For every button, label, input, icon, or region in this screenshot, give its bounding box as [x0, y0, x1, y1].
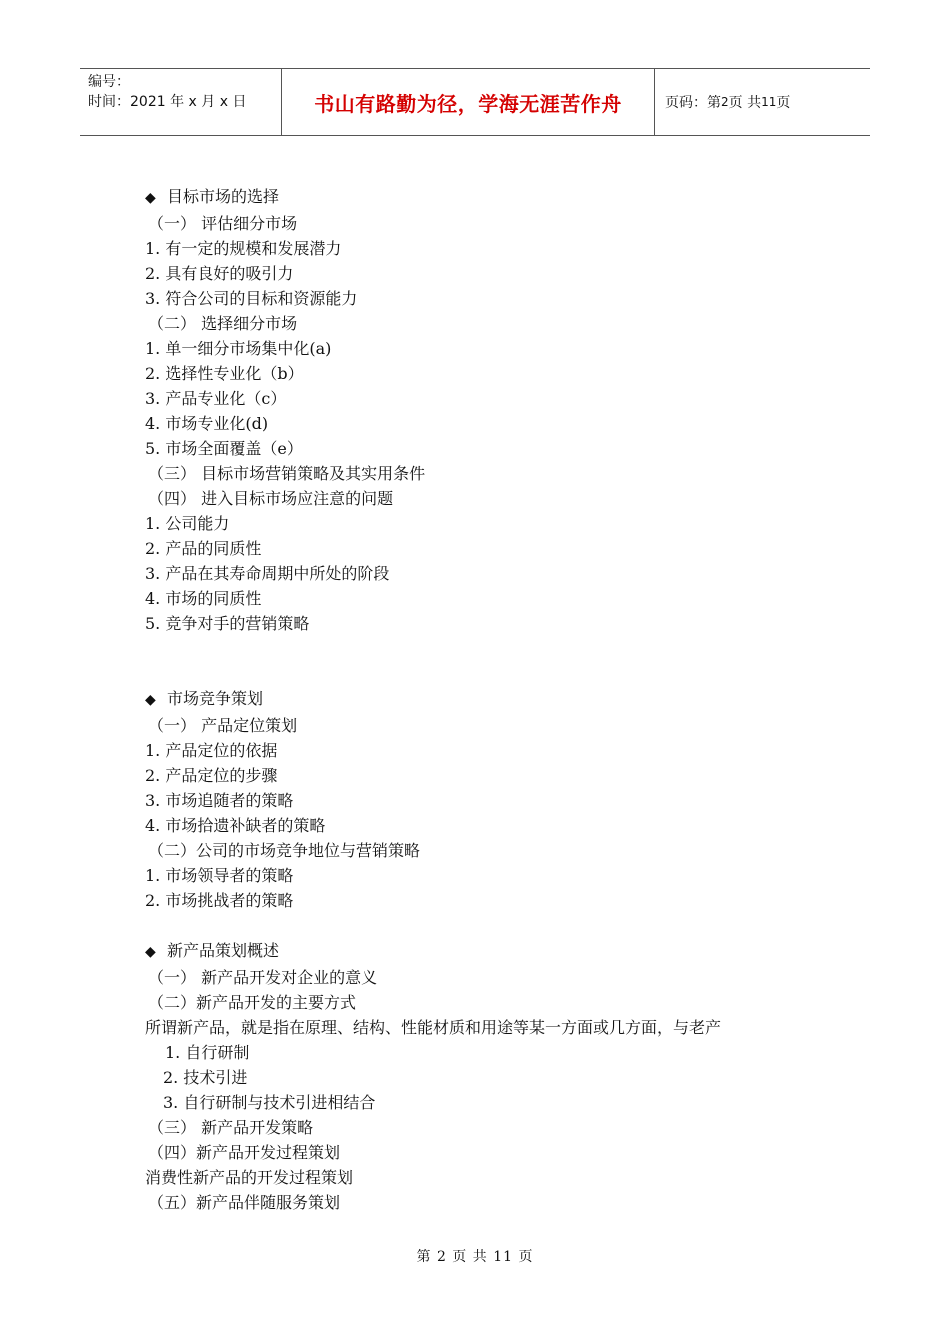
page-prefix: 页码：第: [665, 95, 721, 111]
page-header: [80, 68, 870, 136]
outline-item: 5. 竞争对手的营销策略: [145, 614, 310, 633]
outline-item: 4. 市场拾遗补缺者的策略: [145, 816, 326, 835]
header-motto-cell: [282, 69, 655, 135]
outline-item: 2. 市场挑战者的策略: [145, 891, 294, 910]
page-footer: 第 2 页 共 11 页: [416, 1249, 534, 1265]
document-body: [145, 184, 825, 1215]
outline-item: 4. 市场的同质性: [145, 589, 262, 608]
outline-item: 1. 自行研制: [165, 1043, 250, 1062]
outline-item: 3. 市场追随者的策略: [145, 791, 294, 810]
outline-item: （一） 产品定位策划: [148, 716, 298, 735]
number-label: 编号：: [88, 74, 130, 90]
page-total: 11: [761, 95, 777, 109]
outline-item: 3. 自行研制与技术引进相结合: [163, 1093, 376, 1112]
outline-item: 4. 市场专业化(d): [145, 414, 269, 433]
outline-item: （五）新产品伴随服务策划: [148, 1193, 341, 1212]
outline-item: 3. 符合公司的目标和资源能力: [145, 289, 358, 308]
outline-item: （二）公司的市场竞争地位与营销策略: [148, 841, 421, 860]
outline-item: （二）新产品开发的主要方式: [148, 993, 357, 1012]
section-heading-text: 新产品策划概述: [167, 941, 280, 960]
outline-item: 1. 单一细分市场集中化(a): [145, 339, 332, 358]
diamond-bullet-icon: ◆: [145, 944, 156, 960]
page-number: 2: [721, 95, 729, 109]
outline-item: 消费性新产品的开发过程策划: [145, 1168, 354, 1187]
time-label: 时间：2021 年 x 月 x 日: [88, 94, 247, 110]
header-motto: 书山有路勤为径，学海无涯苦作舟: [314, 91, 622, 116]
page-mid: 页 共: [728, 95, 762, 111]
outline-item: （三） 新产品开发策略: [148, 1118, 314, 1137]
outline-item: （四）新产品开发过程策划: [148, 1143, 341, 1162]
outline-item: 2. 具有良好的吸引力: [145, 264, 294, 283]
outline-item: 3. 产品专业化（c）: [145, 389, 287, 408]
section-gap: [145, 636, 825, 686]
outline-item: 所谓新产品，就是指在原理、结构、性能材质和用途等某一方面或几方面，与老产: [145, 1018, 722, 1037]
outline-item: （三） 目标市场营销策略及其实用条件: [148, 464, 426, 483]
outline-item: 2. 技术引进: [163, 1068, 248, 1087]
outline-item: 1. 产品定位的依据: [145, 741, 278, 760]
outline-item: 1. 市场领导者的策略: [145, 866, 294, 885]
outline-item: 2. 产品定位的步骤: [145, 766, 278, 785]
section-heading: [145, 686, 825, 713]
page-suffix: 页: [776, 95, 791, 111]
outline-item: 5. 市场全面覆盖（e）: [145, 439, 303, 458]
outline-item: （一） 新产品开发对企业的意义: [148, 968, 378, 987]
diamond-bullet-icon: ◆: [145, 190, 156, 206]
section-heading-text: 市场竞争策划: [167, 689, 264, 708]
header-page-info: [655, 69, 870, 135]
outline-item: 1. 有一定的规模和发展潜力: [145, 239, 342, 258]
outline-item: 2. 产品的同质性: [145, 539, 262, 558]
outline-item: 1. 公司能力: [145, 514, 230, 533]
section-heading-text: 目标市场的选择: [167, 187, 280, 206]
outline-item: （二） 选择细分市场: [148, 314, 298, 333]
outline-item: （四） 进入目标市场应注意的问题: [148, 489, 394, 508]
outline-item: （一） 评估细分市场: [148, 214, 298, 233]
outline-item: 2. 选择性专业化（b）: [145, 364, 304, 383]
section-heading: [145, 938, 825, 965]
header-meta: [80, 69, 282, 135]
section-heading: [145, 184, 825, 211]
diamond-bullet-icon: ◆: [145, 692, 156, 708]
outline-item: 3. 产品在其寿命周期中所处的阶段: [145, 564, 390, 583]
section-gap: [145, 913, 825, 938]
